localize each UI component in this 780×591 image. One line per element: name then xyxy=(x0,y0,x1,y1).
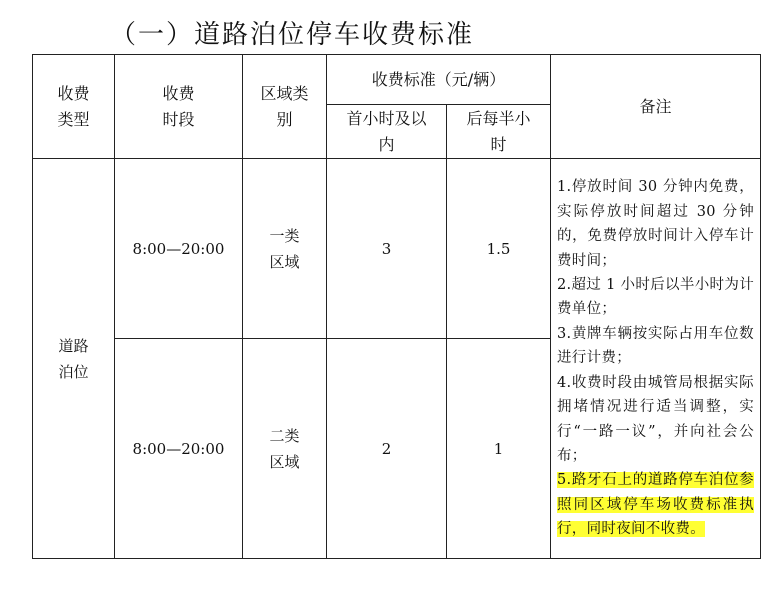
row1-period: 8:00—20:00 xyxy=(115,159,243,339)
parking-fee-table xyxy=(32,54,761,559)
row2-period: 8:00—20:00 xyxy=(115,339,243,559)
row1-first-hour: 3 xyxy=(327,159,447,339)
row1-zone: 一类 区域 xyxy=(243,159,327,339)
row2-zone: 二类 区域 xyxy=(243,339,327,559)
row2-per-half-hour: 1 xyxy=(447,339,551,559)
table-row xyxy=(33,159,761,339)
header-first-hour: 首小时及以 内 xyxy=(327,105,447,159)
page-title: （一）道路泊位停车收费标准 xyxy=(110,20,475,50)
type-value: 道路 泊位 xyxy=(33,159,115,559)
header-fee-standard: 收费标准（元/辆） xyxy=(327,55,551,105)
remark-5-highlighted xyxy=(557,468,754,541)
header-fee-period: 收费 时段 xyxy=(115,55,243,159)
row2-first-hour: 2 xyxy=(327,339,447,559)
remark-2: 2.超过 1 小时后以半小时为计费单位； xyxy=(557,277,754,318)
header-zone-category: 区域类 别 xyxy=(243,55,327,159)
header-per-half-hour: 后每半小 时 xyxy=(447,105,551,159)
remarks-cell xyxy=(551,159,761,559)
remark-3: 3.黄牌车辆按实际占用车位数进行计费； xyxy=(557,325,754,367)
remark-4: 4.收费时段由城管局根据实际拥堵情况进行适当调整，实行“一路一议”，并向社会公布； xyxy=(557,374,754,464)
remark-1: 1.停放时间 30 分钟内免费，实际停放时间超过 30 分钟的，免费停放时间计入停车计费时间； xyxy=(557,179,754,269)
header-remarks: 备注 xyxy=(551,55,761,159)
highlight-mark: 5.路牙石上的道路停车泊位参照同区域停车场收费标准执行，同时夜间不收费。 xyxy=(557,472,754,538)
header-fee-type: 收费 类型 xyxy=(33,55,115,159)
row1-per-half-hour: 1.5 xyxy=(447,159,551,339)
